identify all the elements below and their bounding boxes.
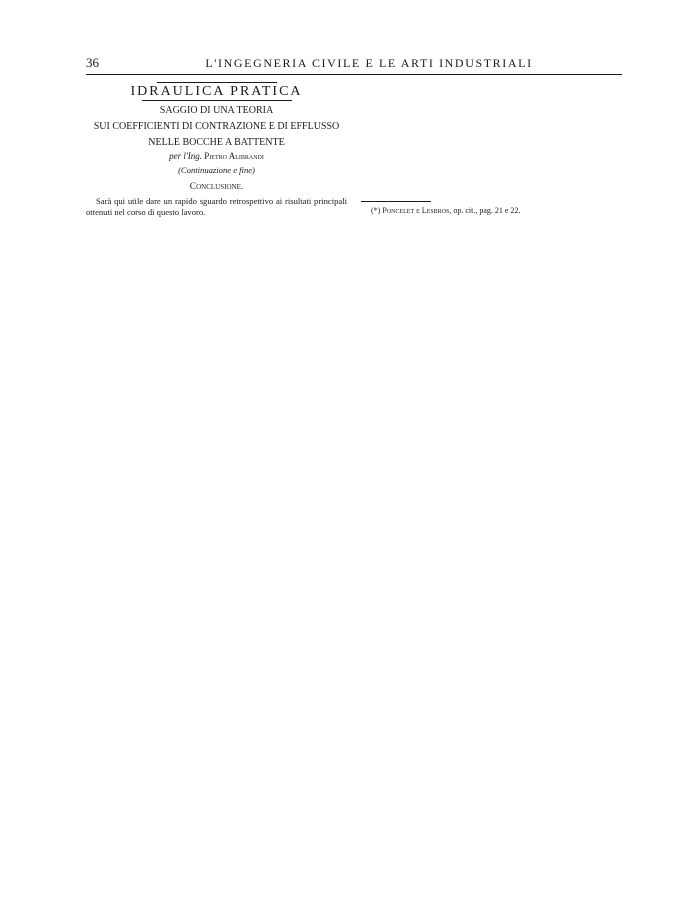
section-heading: Conclusione. — [189, 181, 244, 192]
article-title-line: SAGGIO DI UNA TEORIA — [159, 104, 274, 116]
body-paragraph — [86, 222, 347, 233]
body-paragraph — [361, 182, 622, 193]
title-rule — [157, 82, 277, 83]
body-paragraph — [86, 280, 347, 291]
body-paragraph — [361, 124, 622, 135]
body-paragraph — [86, 251, 347, 262]
body-paragraph — [86, 309, 347, 320]
title-rule — [142, 100, 292, 101]
article-title-line: NELLE BOCCHE A BATTENTE — [148, 136, 285, 148]
body-paragraph — [361, 153, 622, 164]
article-author — [86, 151, 347, 162]
body-paragraph: Sarà qui utile dare un rapido sguardo retrospettivo ai risultati principali ottenuti nel corso di questo lavoro. — [86, 196, 347, 217]
article-title-line: SUI COEFFICIENTI DI CONTRAZIONE E DI EFFLUSSO — [93, 120, 340, 132]
body-paragraph — [86, 265, 347, 276]
body-paragraph — [361, 109, 622, 120]
body-paragraph — [86, 295, 347, 306]
right-column — [361, 80, 622, 860]
footnote-marker: (*) — [371, 205, 381, 215]
body-paragraph — [361, 80, 622, 91]
page-number: 36 — [86, 55, 99, 70]
journal-title: L'INGEGNERIA CIVILE E LE ARTI INDUSTRIALI — [205, 56, 533, 70]
author-name: Pietro Alibrandi — [204, 150, 264, 161]
footnote-authors: Poncelet e Lesbros — [382, 205, 450, 215]
continuation-note: (Continuazione e fine) — [178, 165, 255, 176]
left-column — [86, 80, 347, 860]
body-paragraph — [361, 168, 622, 179]
author-prefix: per l'Ing. — [169, 150, 203, 161]
body-paragraph — [361, 138, 622, 149]
two-column-body — [86, 80, 622, 860]
body-paragraph — [361, 95, 622, 106]
body-paragraph — [86, 236, 347, 247]
footnote — [361, 206, 622, 217]
section-title: IDRAULICA PRATICA — [130, 84, 303, 99]
running-head — [86, 55, 622, 75]
footnote-rule — [361, 201, 431, 202]
footnote-text: , op. cit., pag. 21 e 22. — [449, 205, 521, 215]
